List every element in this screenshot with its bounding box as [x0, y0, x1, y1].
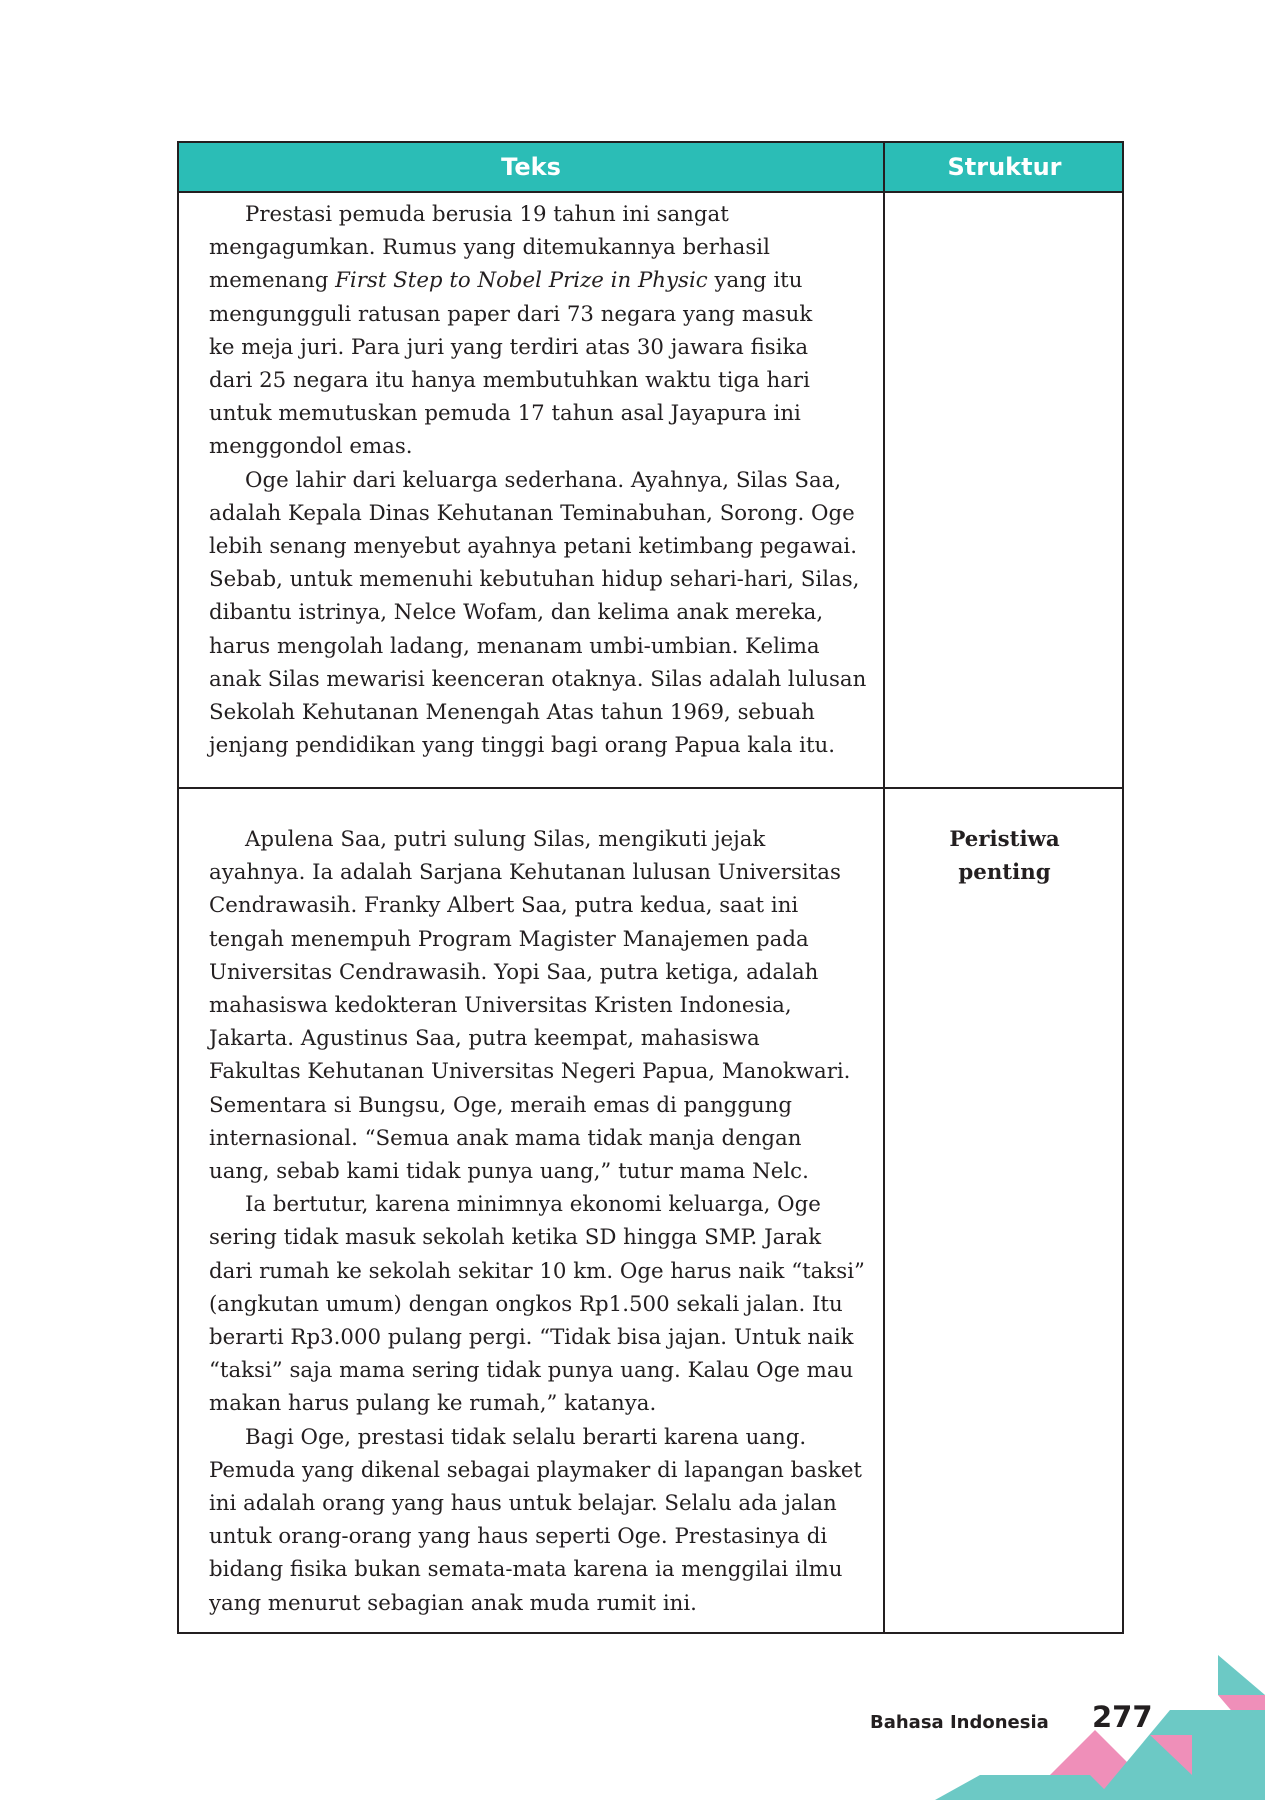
header-struktur: Struktur — [947, 153, 1062, 181]
deco-teal-triangle-top — [1218, 1655, 1265, 1695]
book-title: Bahasa Indonesia — [870, 1712, 1049, 1733]
row-1-text — [209, 198, 867, 762]
paragraph: Ia bertutur, karena minimnya ekonomi keluarga, Oge sering tidak masuk sekolah ketika SD hingga SMP. Jarak dari rumah ke sekolah sekitar 10 km. Oge harus naik “taksi” (angkutan umum) dengan ongkos Rp1.500 sekali jalan. Itu berarti Rp3.000 pulang pergi. “Tidak bisa jajan. Untuk naik “taksi” saja mama sering tidak punya uang. Kalau Oge mau makan harus pulang ke rumah,” katanya. — [209, 1192, 865, 1417]
deco-teal-band — [935, 1775, 1115, 1800]
structure-label: Peristiwa penting — [949, 827, 1060, 886]
table-header — [179, 143, 1122, 193]
paragraph: Bagi Oge, prestasi tidak selalu berarti karena uang. Pemuda yang dikenal sebagai playmaker di lapangan basket ini adalah orang yang haus untuk belajar. Selalu ada jalan untuk orang-orang yang haus seperti Oge. Prestasinya di bidang fisika bukan semata-mata karena ia menggilai ilmu yang menurut sebagian anak muda rumit ini. — [209, 1424, 862, 1616]
paragraph: Oge lahir dari keluarga sederhana. Ayahnya, Silas Saa, adalah Kepala Dinas Kehutanan Teminabuhan, Sorong. Oge lebih senang menyebut ayahnya petani ketimbang pegawai. Sebab, untuk memenuhi kebutuhan hidup sehari-hari, Silas, dibantu istrinya, Nelce Wofam, dan kelima anak mereka, harus mengolah ladang, menanam umbi-umbian. Kelima anak Silas mewarisi keenceran otaknya. Silas adalah lulusan Sekolah Kehutanan Menengah Atas tahun 1969, sebuah jenjang pendidikan yang tinggi bagi orang Papua kala itu. — [209, 467, 867, 759]
content-table — [177, 141, 1124, 1634]
italic-title: First Step to Nobel Prize in Physic — [335, 268, 708, 294]
header-teks: Teks — [501, 153, 561, 181]
paragraph: Apulena Saa, putri sulung Silas, mengikuti jejak ayahnya. Ia adalah Sarjana Kehutanan lulusan Universitas Cendrawasih. Franky Albert Saa, putra kedua, saat ini tengah menempuh Program Magister Manajemen pada Universitas Cendrawasih. Yopi Saa, putra ketiga, adalah mahasiswa kedokteran Universitas Kristen Indonesia, Jakarta. Agustinus Saa, putra keempat, mahasiswa Fakultas Kehutanan Universitas Negeri Papua, Manokwari. Sementara si Bungsu, Oge, meraih emas di panggung internasional. “Semua anak mama tidak manja dengan uang, sebab kami tidak punya uang,” tutur mama Nelc. — [209, 827, 851, 1185]
line-with-italic-title: memenang First Step to Nobel Prize in Physic yang itu — [209, 268, 803, 294]
row-divider — [179, 787, 1122, 789]
row-2-text — [209, 823, 865, 1620]
paragraph: Prestasi pemuda berusia 19 tahun ini sangat mengagumkan. Rumus yang ditemukannya berhasil memenang First Step to Nobel Prize in Physic yang itu mengungguli ratusan paper dari 73 negara yang masuk ke meja juri. Para juri yang terdiri atas 30 jawara fisika dari 25 negara itu hanya membutuhkan waktu tiga hari untuk memutuskan pemuda 17 tahun asal Jayapura ini menggondol emas. — [209, 202, 813, 460]
page-number: 277 — [1092, 1700, 1153, 1734]
